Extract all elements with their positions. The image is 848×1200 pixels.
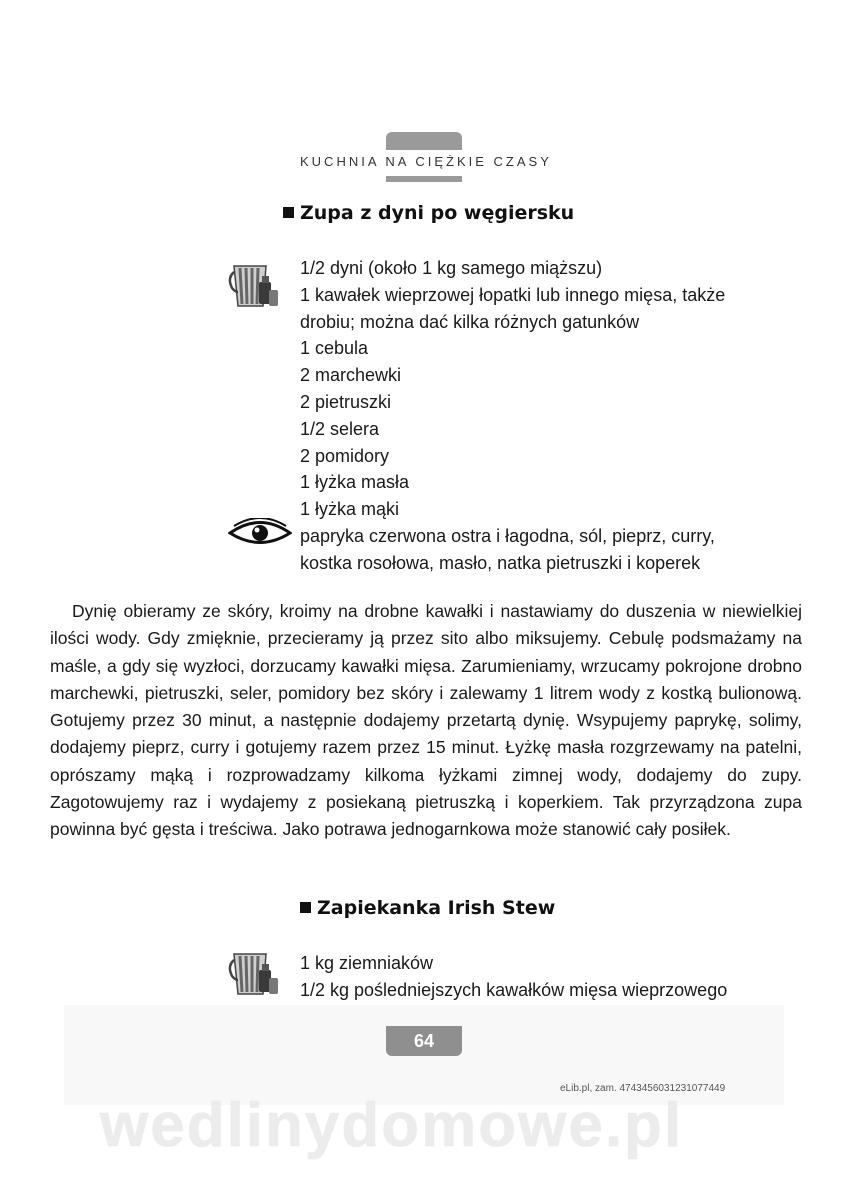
- running-head: KUCHNIA NA CIĘŻKIE CZASY: [300, 154, 552, 169]
- seasoning-line: kostka rosołowa, masło, natka pietruszki i koperek: [300, 552, 701, 573]
- watermark: wedlinydomowe.pl: [100, 1091, 684, 1160]
- seasoning-list: [300, 523, 715, 577]
- measuring-jug-icon: [226, 944, 282, 1000]
- eye-icon: [228, 518, 292, 548]
- ingredient-item: drobiu; można dać kilka różnych gatunków: [300, 311, 640, 332]
- bullet-square-icon: [283, 207, 294, 218]
- ingredient-item: 1 kawałek wieprzowej łopatki lub innego mięsa, także: [300, 284, 726, 305]
- ingredient-item: 2 pietruszki: [300, 391, 392, 412]
- ingredient-item: 1/2 kg pośledniejszych kawałków mięsa wieprzowego: [300, 979, 728, 1000]
- bullet-square-icon: [300, 902, 311, 913]
- recipe-title-text: Zapiekanka Irish Stew: [317, 897, 556, 919]
- ingredient-item: 1 kg ziemniaków: [300, 953, 434, 973]
- recipe-title: [283, 202, 574, 224]
- recipe-method: [50, 598, 802, 844]
- ingredient-item: 1 łyżka mąki: [300, 499, 400, 520]
- page-number: 64: [386, 1026, 462, 1056]
- method-paragraph: Dynię obieramy ze skóry, kroimy na drobne kawałki i nastawiamy do duszenia w niewielkiej ilości wody. Gdy zmięknie, przecieramy ją przez sito albo miksujemy. Cebulę podsmażamy na maśle, a gdy się wyzłoci, dorzucamy kawałki mięsa. Zarumieniamy, wrzucamy pokrojone drobno marchewki, pietruszki, seler, pomidory bez skóry i zalewamy 1 litrem wody z kostką bulionową. Gotujemy przez 30 minut, a następnie dodajemy przetartą dynię. Wsypujemy paprykę, solimy, dodajemy pieprz, curry i gotujemy razem przez 15 minut. Łyżkę masła rozgrzewamy na patelni, oprószamy mąką i rozprowadzamy kilkoma łyżkami zimnej wody, dodajemy do zupy. Zagotowujemy raz i wydajemy z posiekaną pietruszką i koperkiem. Tak przyrządzona zupa powinna być gęsta i treściwa. Jako potrawa jednogarnkowa może stanowić cały posiłek.: [50, 601, 802, 840]
- ingredient-list: [300, 950, 727, 1004]
- seasoning-line: papryka czerwona ostra i łagodna, sól, pieprz, curry,: [300, 526, 715, 546]
- ingredient-item: 1/2 selera: [300, 418, 380, 439]
- ingredient-item: 1/2 dyni (około 1 kg samego miąższu): [300, 258, 603, 278]
- ingredient-item: 2 pomidory: [300, 445, 390, 466]
- recipe-title: [300, 897, 555, 919]
- header-tab: [386, 132, 462, 150]
- ingredient-list: [300, 255, 725, 523]
- ingredient-item: 2 marchewki: [300, 365, 402, 386]
- ingredient-item: 1 cebula: [300, 338, 369, 359]
- measuring-jug-icon: [226, 256, 282, 312]
- ingredient-item: 1 łyżka masła: [300, 472, 410, 493]
- header-tab-underline: [386, 176, 462, 182]
- footer-note: eLib.pl, zam. 4743456031231077449: [560, 1083, 726, 1094]
- recipe-title-text: Zupa z dyni po węgiersku: [300, 202, 575, 224]
